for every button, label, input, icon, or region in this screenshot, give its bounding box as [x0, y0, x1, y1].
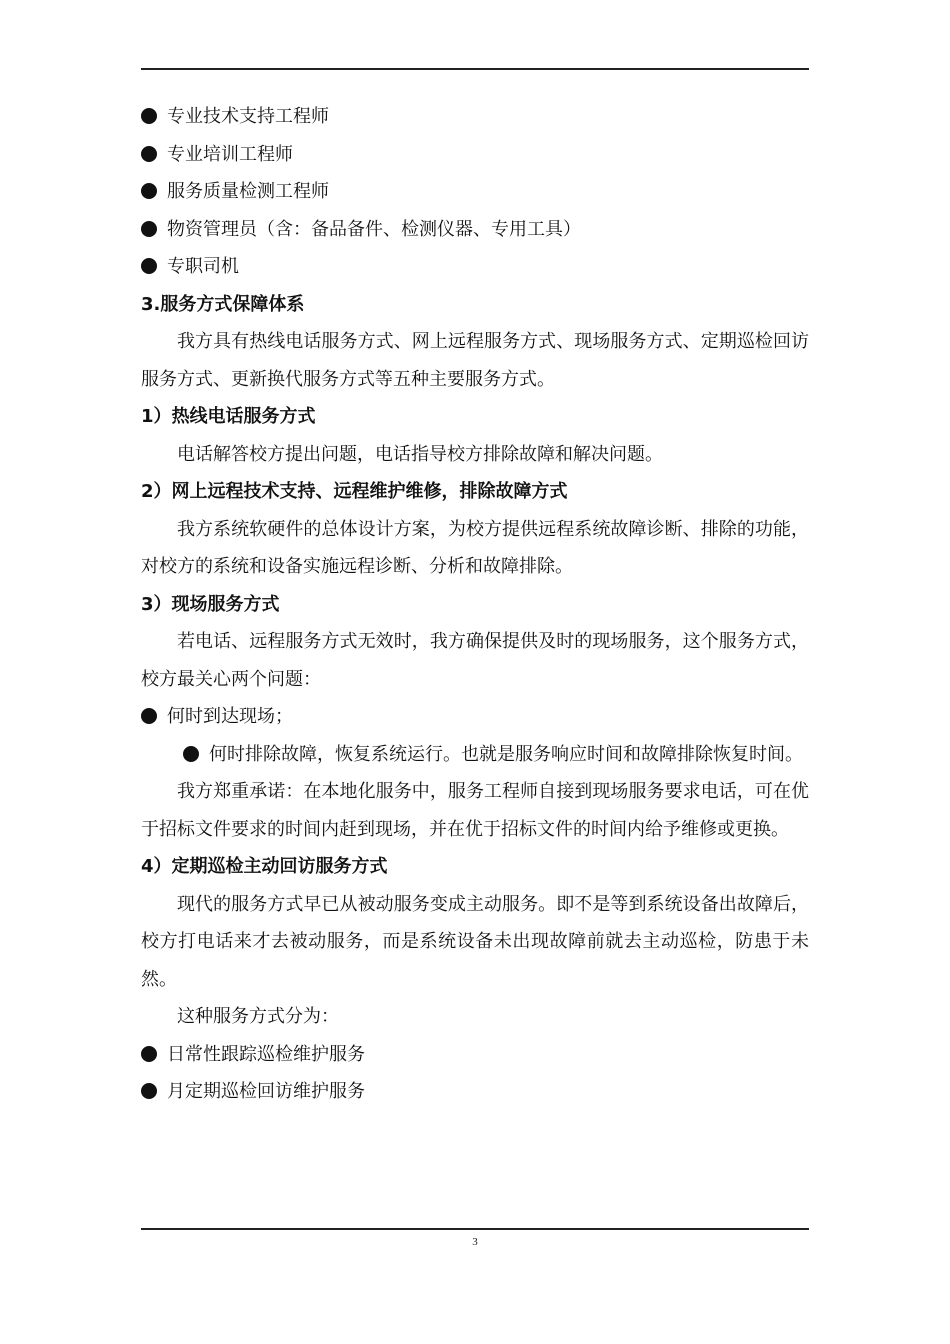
inspection-paragraph: 现代的服务方式早已从被动服务变成主动服务。即不是等到系统设备出故障后，校方打电话来才去被动服务，而是系统设备未出现故障前就去主动巡检，防患于未然。 — [141, 893, 809, 990]
header-rule — [141, 68, 809, 70]
list-item — [141, 248, 809, 286]
bullet-dot-icon — [141, 221, 157, 237]
bullet-dot-icon — [141, 1083, 157, 1099]
list-item-text: 服务质量检测工程师 — [167, 181, 329, 202]
subsection-heading-onsite: 3）现场服务方式 — [141, 593, 280, 615]
bullet-dot-icon — [141, 146, 157, 162]
subsection-heading-inspection: 4）定期巡检主动回访服务方式 — [141, 856, 388, 877]
list-item-text: 专职司机 — [167, 256, 239, 277]
list-item-text: 何时排除故障，恢复系统运行。也就是服务响应时间和故障排除恢复时间。 — [209, 743, 803, 765]
bullet-dot-icon — [141, 183, 157, 199]
document-body — [141, 98, 809, 1111]
section-heading: 3.服务方式保障体系 — [141, 293, 305, 315]
bullet-dot-icon — [141, 258, 157, 274]
footer-rule — [141, 1228, 809, 1230]
list-item — [141, 1073, 809, 1111]
bullet-dot-icon — [141, 708, 157, 724]
subsection-heading-remote: 2）网上远程技术支持、远程维护维修，排除故障方式 — [141, 481, 568, 502]
bullet-dot-icon — [183, 746, 199, 762]
remote-paragraph: 我方系统软硬件的总体设计方案，为校方提供远程系统故障诊断、排除的功能，对校方的系统和设备实施远程诊断、分析和故障排除。 — [141, 518, 809, 577]
list-item-text: 日常性跟踪巡检维护服务 — [167, 1043, 365, 1065]
commitment-paragraph: 我方郑重承诺：在本地化服务中，服务工程师自接到现场服务要求电话，可在优于招标文件要求的时间内赶到现场，并在优于招标文件的时间内给予维修或更换。 — [141, 781, 809, 840]
list-item — [141, 136, 809, 174]
list-item-text: 专业技术支持工程师 — [167, 106, 329, 127]
bullet-dot-icon — [141, 1046, 157, 1062]
subsection-heading-hotline: 1）热线电话服务方式 — [141, 406, 316, 427]
list-item-text: 专业培训工程师 — [167, 143, 293, 165]
list-item — [141, 1036, 809, 1074]
list-item-text: 月定期巡检回访维护服务 — [167, 1081, 365, 1102]
hotline-paragraph: 电话解答校方提出问题，电话指导校方排除故障和解决问题。 — [177, 443, 663, 465]
list-item — [141, 98, 809, 136]
list-item-text: 物资管理员（含：备品备件、检测仪器、专用工具） — [167, 218, 581, 240]
list-item-text: 何时到达现场； — [167, 706, 293, 727]
list-item — [141, 211, 809, 249]
intro-paragraph: 我方具有热线电话服务方式、网上远程服务方式、现场服务方式、定期巡检回访服务方式、更新换代服务方式等五种主要服务方式。 — [141, 331, 809, 390]
list-item — [141, 173, 809, 211]
bullet-dot-icon — [141, 108, 157, 124]
inspection-types-intro: 这种服务方式分为： — [177, 1006, 339, 1027]
list-item — [141, 698, 809, 736]
list-item — [141, 736, 809, 774]
page-number: 3 — [472, 1236, 478, 1248]
onsite-paragraph: 若电话、远程服务方式无效时，我方确保提供及时的现场服务，这个服务方式，校方最关心两个问题： — [141, 631, 809, 690]
